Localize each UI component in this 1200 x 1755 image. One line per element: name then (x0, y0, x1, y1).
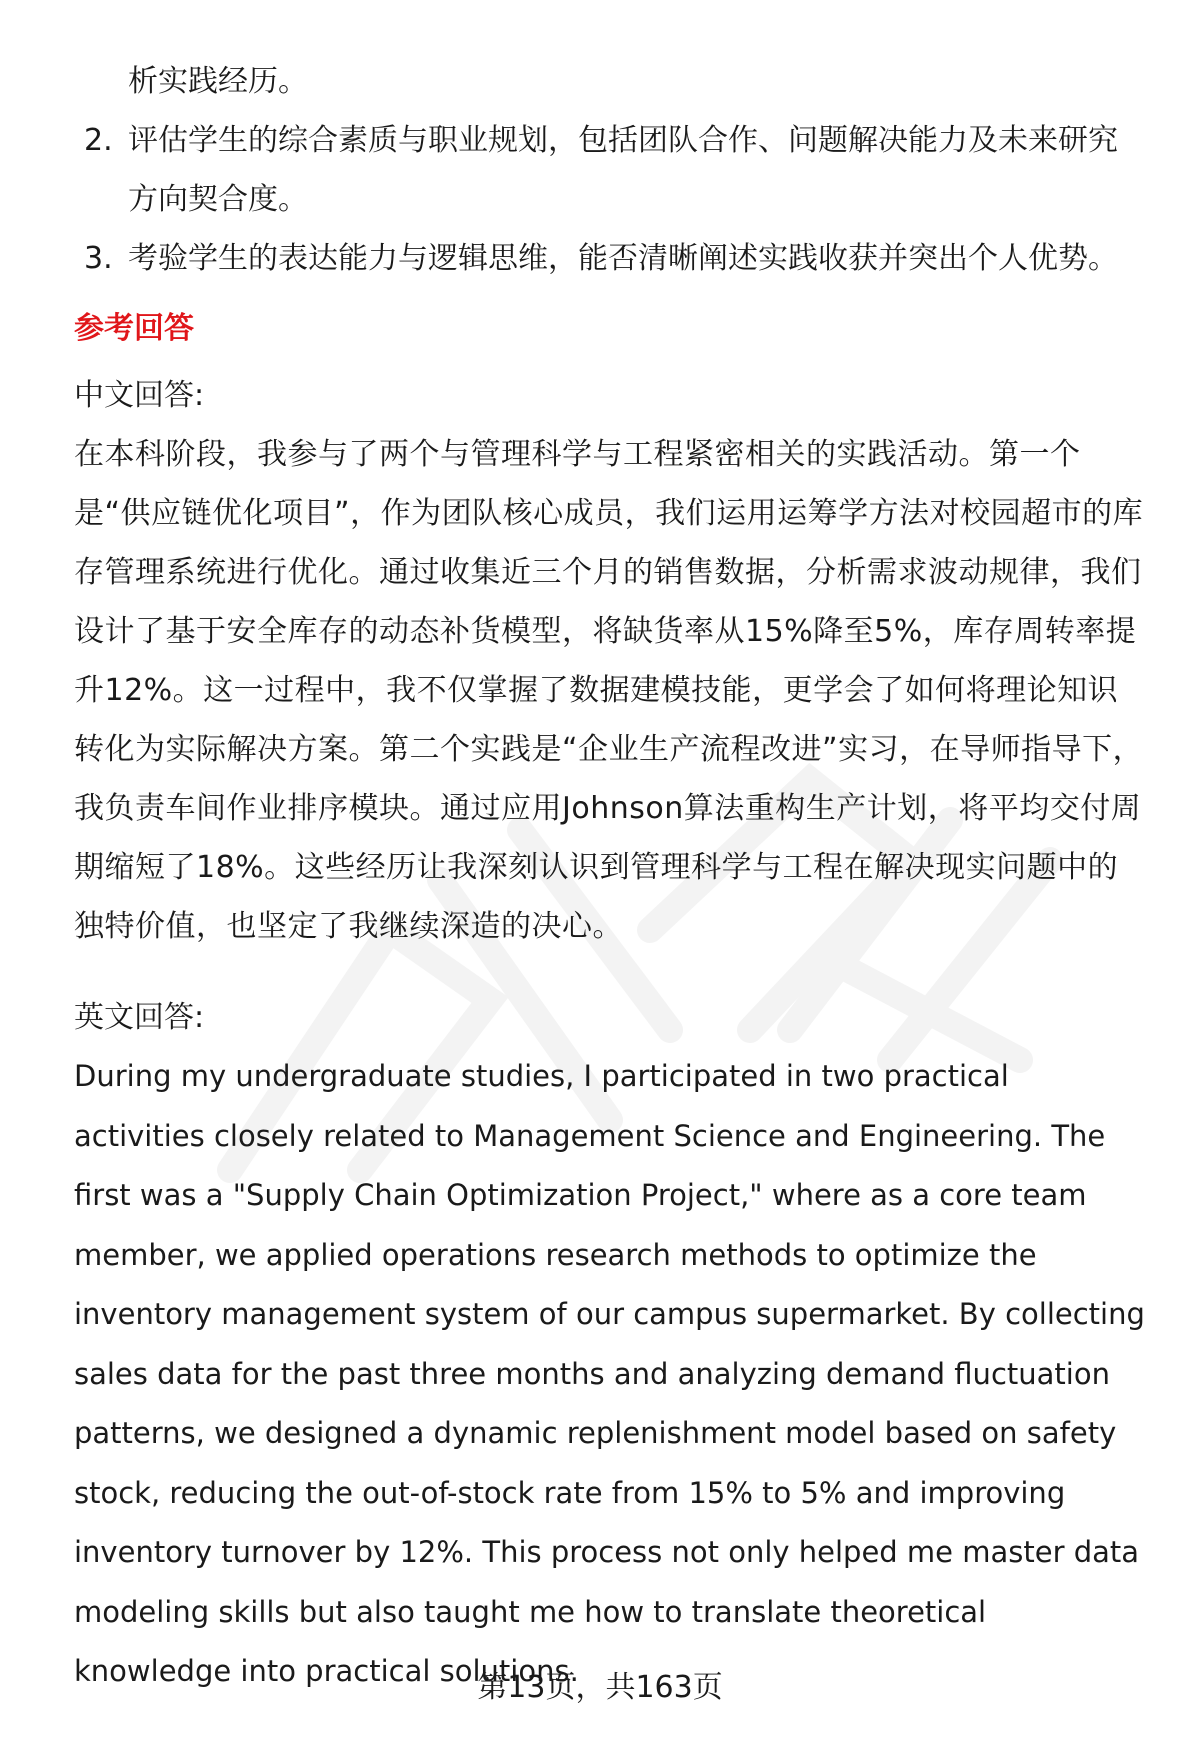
list-item (74, 229, 1146, 288)
continuation-text: 析实践经历。 (128, 64, 308, 99)
section-title: 参考回答 (74, 311, 194, 346)
numbered-list (74, 111, 1146, 288)
content-area (74, 52, 1146, 1702)
list-item-text: 评估学生的综合素质与职业规划，包括团队合作、问题解决能力及未来研究方向契合度。 (128, 123, 1118, 217)
english-answer-label: 英文回答: (74, 1000, 205, 1035)
list-item-number: 3. (84, 241, 113, 276)
page-footer: 第13页，共163页 (477, 1670, 723, 1705)
chinese-answer-label: 中文回答: (74, 378, 205, 413)
list-item-number: 2. (84, 123, 113, 158)
list-item (74, 111, 1146, 229)
spacer (74, 956, 1146, 978)
chinese-answer-paragraph: 在本科阶段，我参与了两个与管理科学与工程紧密相关的实践活动。第一个是“供应链优化项目”，作为团队核心成员，我们运用运筹学方法对校园超市的库存管理系统进行优化。通过收集近三个月的销售数据，分析需求波动规律，我们设计了基于安全库存的动态补货模型，将缺货率从15%降至5%，库存周转率提升12%。这一过程中，我不仅掌握了数据建模技能，更学会了如何将理论知识转化为实际解决方案。第二个实践是“企业生产流程改进”实习，在导师指导下，我负责车间作业排序模块。通过应用Johnson算法重构生产计划，将平均交付周期缩短了18%。这些经历让我深刻认识到管理科学与工程在解决现实问题中的独特价值，也坚定了我继续深造的决心。 (74, 437, 1144, 944)
list-item-text: 考验学生的表达能力与逻辑思维，能否清晰阐述实践收获并突出个人优势。 (128, 241, 1118, 276)
english-answer-paragraph: During my undergraduate studies, I participated in two practical activities closely related to Management Science and Engineering. The first was a "Supply Chain Optimization Project," where as a core team member, we applied operations research methods to optimize the inventory management system of our campus supermarket. By collecting sales data for the past three months and analyzing demand fluctuation patterns, we designed a dynamic replenishment model based on safety stock, reducing the out-of-stock rate from 15% to 5% and improving inventory turnover by 12%. This process not only helped me master data modeling skills but also taught me how to translate theoretical knowledge into practical solutions. (74, 1059, 1145, 1688)
